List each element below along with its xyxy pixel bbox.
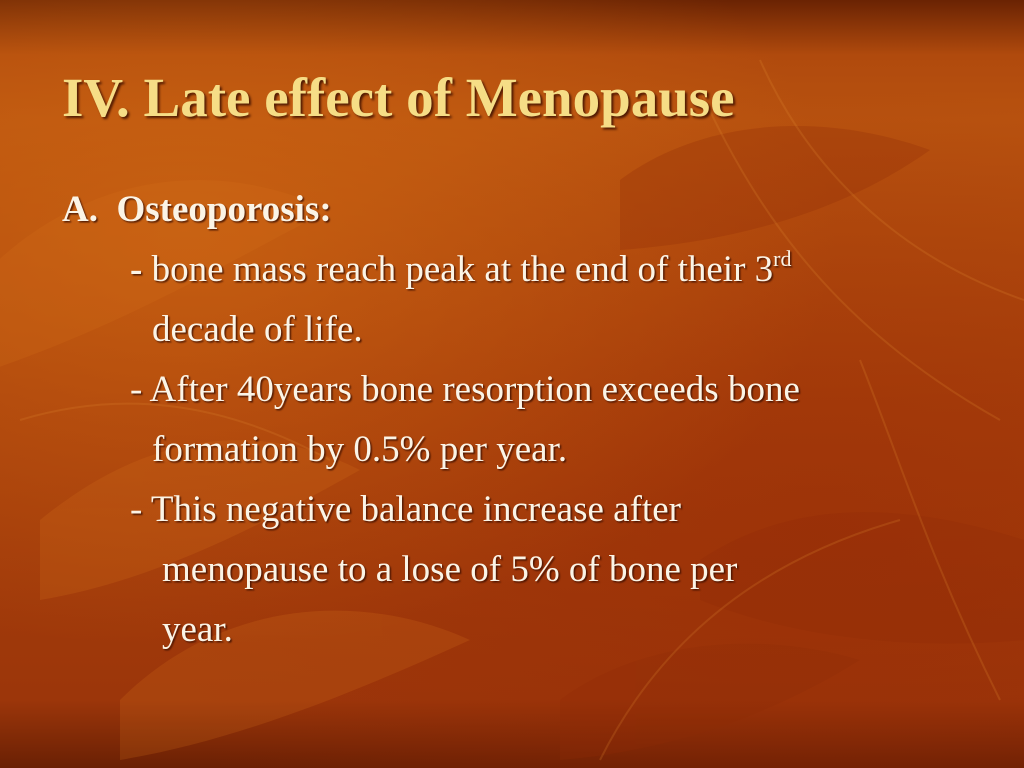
bullet-1-line-2: decade of life.: [152, 309, 363, 350]
bullet-3-line-2: menopause to a lose of 5% of bone per: [162, 549, 738, 590]
ordinal-superscript: rd: [773, 245, 792, 271]
bullet-dash: -: [130, 249, 143, 290]
section-marker: A.: [62, 189, 98, 230]
bullet-2-line-1: - After 40years bone resorption exceeds bone: [130, 369, 800, 410]
section-heading: [62, 180, 332, 240]
section-heading-text: Osteoporosis:: [116, 189, 332, 230]
bullet-1-text: bone mass reach peak at the end of their 3: [151, 249, 774, 290]
bullet-1-line-1: [130, 240, 791, 300]
slide-title: IV. Late effect of Menopause: [62, 67, 735, 128]
bullet-3-line-1: - This negative balance increase after: [130, 489, 681, 530]
bullet-3-line-3: year.: [162, 609, 233, 650]
bullet-2-line-2: formation by 0.5% per year.: [152, 429, 568, 470]
